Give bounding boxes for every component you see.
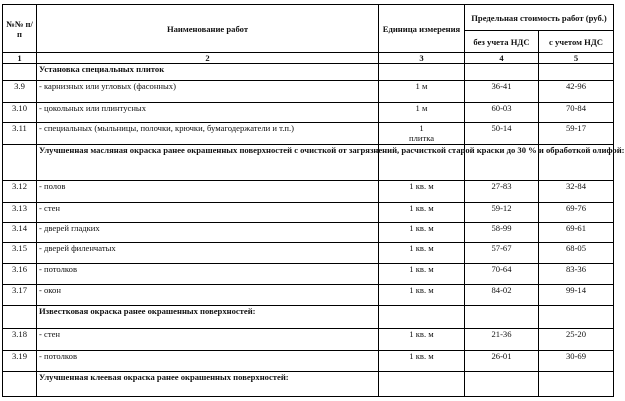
item-number: 3.16 bbox=[3, 264, 37, 285]
col-index-5: 5 bbox=[539, 53, 614, 64]
table-row bbox=[3, 203, 614, 223]
section-no-vat-cell bbox=[465, 306, 539, 329]
col-number-header: №№ п/п bbox=[3, 5, 37, 53]
price-without-vat: 57-67 bbox=[465, 243, 539, 264]
section-number-cell bbox=[3, 145, 37, 181]
section-title: Улучшенная клеевая окраска ранее окрашенных поверхностей: bbox=[37, 372, 379, 397]
section-no-vat-cell bbox=[465, 64, 539, 81]
price-with-vat: 70-84 bbox=[539, 103, 614, 123]
table-body bbox=[3, 64, 625, 397]
col-price-header: Предельная стоимость работ (руб.) bbox=[465, 5, 614, 31]
price-with-vat: 69-76 bbox=[539, 203, 614, 223]
unit: 1 кв. м bbox=[379, 351, 465, 372]
section-number-cell bbox=[3, 372, 37, 397]
price-without-vat: 59-12 bbox=[465, 203, 539, 223]
table-header bbox=[3, 5, 614, 64]
item-number: 3.9 bbox=[3, 81, 37, 103]
unit: 1 кв. м bbox=[379, 223, 465, 243]
table-row bbox=[3, 81, 614, 103]
section-unit-cell bbox=[379, 64, 465, 81]
work-name: - полов bbox=[37, 181, 379, 203]
price-without-vat: 50-14 bbox=[465, 123, 539, 145]
unit: 1 кв. м bbox=[379, 285, 465, 306]
section-no-vat-cell bbox=[465, 372, 539, 397]
work-name: - дверей филенчатых bbox=[37, 243, 379, 264]
unit: 1 кв. м bbox=[379, 329, 465, 351]
section-number-cell bbox=[3, 64, 37, 81]
table-row bbox=[3, 123, 614, 145]
section-number-cell bbox=[3, 306, 37, 329]
item-number: 3.14 bbox=[3, 223, 37, 243]
unit: 1 м bbox=[379, 81, 465, 103]
col-index-3: 3 bbox=[379, 53, 465, 64]
price-without-vat: 21-36 bbox=[465, 329, 539, 351]
price-without-vat: 70-64 bbox=[465, 264, 539, 285]
work-name: - стен bbox=[37, 329, 379, 351]
section-vat-cell bbox=[539, 372, 614, 397]
section-row bbox=[3, 306, 614, 329]
unit: 1 кв. м bbox=[379, 243, 465, 264]
unit: 1 кв. м bbox=[379, 203, 465, 223]
item-number: 3.12 bbox=[3, 181, 37, 203]
table-row bbox=[3, 285, 614, 306]
price-without-vat: 84-02 bbox=[465, 285, 539, 306]
work-name: - стен bbox=[37, 203, 379, 223]
work-name: - окон bbox=[37, 285, 379, 306]
section-title: Установка специальных плиток bbox=[37, 64, 379, 81]
price-with-vat: 30-69 bbox=[539, 351, 614, 372]
col-index-4: 4 bbox=[465, 53, 539, 64]
table-row bbox=[3, 264, 614, 285]
col-without-vat-header: без учета НДС bbox=[465, 31, 539, 53]
item-number: 3.17 bbox=[3, 285, 37, 306]
section-row bbox=[3, 372, 614, 397]
section-unit-cell bbox=[379, 306, 465, 329]
section-vat-cell bbox=[539, 306, 614, 329]
item-number: 3.13 bbox=[3, 203, 37, 223]
price-with-vat: 32-84 bbox=[539, 181, 614, 203]
price-without-vat: 27-83 bbox=[465, 181, 539, 203]
item-number: 3.18 bbox=[3, 329, 37, 351]
col-with-vat-header: с учетом НДС bbox=[539, 31, 614, 53]
unit: 1 м bbox=[379, 103, 465, 123]
table-row bbox=[3, 103, 614, 123]
price-without-vat: 36-41 bbox=[465, 81, 539, 103]
price-with-vat: 69-61 bbox=[539, 223, 614, 243]
work-name: - потолков bbox=[37, 264, 379, 285]
table-row bbox=[3, 181, 614, 203]
unit: 1 кв. м bbox=[379, 264, 465, 285]
price-with-vat: 59-17 bbox=[539, 123, 614, 145]
col-index-1: 1 bbox=[3, 53, 37, 64]
item-number: 3.19 bbox=[3, 351, 37, 372]
price-without-vat: 60-03 bbox=[465, 103, 539, 123]
work-name: - карнизных или угловых (фасонных) bbox=[37, 81, 379, 103]
work-name: - специальных (мыльницы, полочки, крючки, бумагодержатели и т.п.) bbox=[37, 123, 379, 145]
col-index-2: 2 bbox=[37, 53, 379, 64]
item-number: 3.11 bbox=[3, 123, 37, 145]
work-name: - дверей гладких bbox=[37, 223, 379, 243]
section-vat-cell bbox=[539, 64, 614, 81]
item-number: 3.10 bbox=[3, 103, 37, 123]
section-row bbox=[3, 64, 614, 81]
price-table bbox=[2, 4, 625, 397]
table-row bbox=[3, 223, 614, 243]
work-name: - цокольных или плинтусных bbox=[37, 103, 379, 123]
price-with-vat: 83-36 bbox=[539, 264, 614, 285]
table-row bbox=[3, 243, 614, 264]
unit: 1 кв. м bbox=[379, 181, 465, 203]
table-row bbox=[3, 351, 614, 372]
section-unit-cell bbox=[379, 372, 465, 397]
price-without-vat: 58-99 bbox=[465, 223, 539, 243]
section-title: Улучшенная масляная окраска ранее окрашенных поверхностей с очисткой от загрязнений, расчисткой старой краски до 30 % и обработкой олифой: bbox=[37, 145, 379, 181]
column-number-row bbox=[3, 53, 614, 64]
table-row bbox=[3, 329, 614, 351]
price-with-vat: 68-05 bbox=[539, 243, 614, 264]
unit: 1 плитка bbox=[379, 123, 465, 145]
price-with-vat: 25-20 bbox=[539, 329, 614, 351]
col-unit-header: Единица измерения bbox=[379, 5, 465, 53]
section-row bbox=[3, 145, 614, 181]
price-with-vat: 42-96 bbox=[539, 81, 614, 103]
item-number: 3.15 bbox=[3, 243, 37, 264]
price-without-vat: 26-01 bbox=[465, 351, 539, 372]
section-title: Известковая окраска ранее окрашенных поверхностей: bbox=[37, 306, 379, 329]
work-name: - потолков bbox=[37, 351, 379, 372]
price-with-vat: 99-14 bbox=[539, 285, 614, 306]
col-name-header: Наименование работ bbox=[37, 5, 379, 53]
